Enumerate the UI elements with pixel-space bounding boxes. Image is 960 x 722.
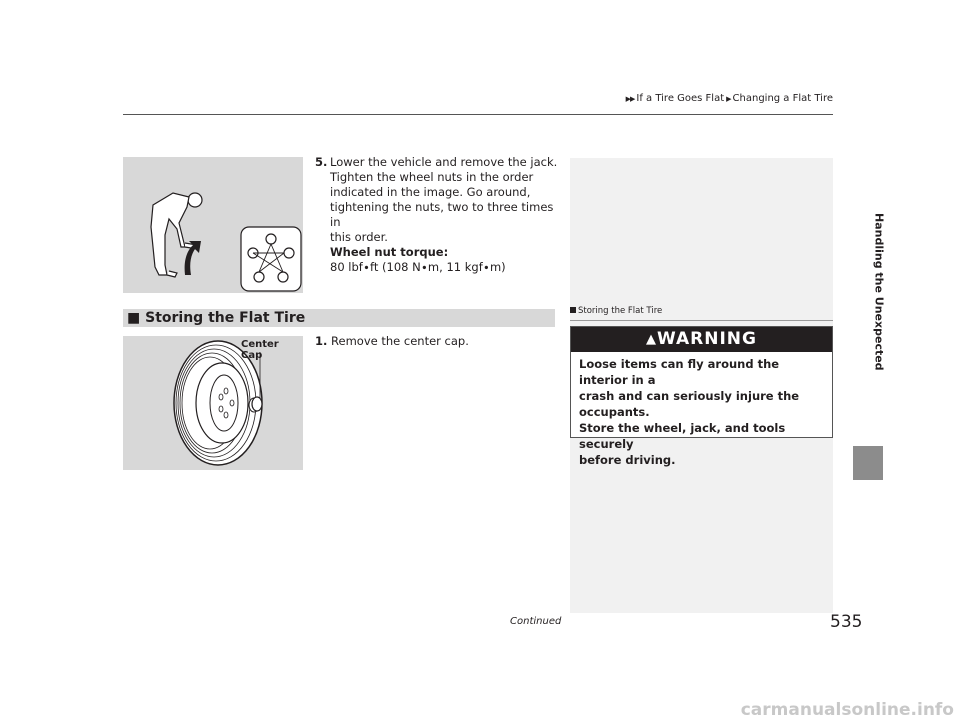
sidebar-heading-text: Storing the Flat Tire <box>578 306 663 316</box>
warning-header <box>571 327 832 352</box>
sidebar-heading <box>570 306 662 316</box>
continued-label: Continued <box>510 616 562 627</box>
step-1 <box>315 334 565 349</box>
torque-value: 80 lbf∙ft (108 N∙m, 11 kgf∙m) <box>330 260 506 274</box>
side-tab-label: Handling the Unexpected <box>872 213 886 371</box>
warning-title: WARNING <box>657 329 757 349</box>
page-number: 535 <box>830 612 863 632</box>
watermark-bar <box>0 698 960 722</box>
warning-text <box>579 356 826 468</box>
step-number: 5. <box>315 155 328 169</box>
step-5 <box>315 155 565 275</box>
figure-lower-vehicle <box>123 157 303 293</box>
figure-center-cap <box>123 336 303 470</box>
step-text: Remove the center cap. <box>331 334 469 348</box>
step-text-line: tightening the nuts, two to three times in <box>330 200 554 229</box>
warning-line: Store the wheel, jack, and tools securely <box>579 421 786 451</box>
section-title: Storing the Flat Tire <box>145 310 306 326</box>
watermark-text: carmanualsonline.info <box>740 700 954 720</box>
step-text-line: Tighten the wheel nuts in the order <box>330 170 534 184</box>
side-tab <box>837 112 887 472</box>
step-text-line: indicated in the image. Go around, <box>330 185 531 199</box>
note-square-icon <box>570 307 576 313</box>
warning-line: occupants. <box>579 405 650 419</box>
chapter-marker <box>853 446 883 480</box>
breadcrumb-part1[interactable]: If a Tire Goes Flat <box>636 93 725 104</box>
breadcrumb-arrow-icon: ▶ <box>726 95 731 103</box>
warning-line: crash and can seriously injure the <box>579 389 800 403</box>
sidebar-heading-rule <box>570 320 833 321</box>
callout-label: Center Cap <box>241 339 279 361</box>
breadcrumb <box>0 93 833 104</box>
step-number: 1. <box>315 334 328 348</box>
section-square-icon: ■ <box>127 310 141 326</box>
step-text-line: Lower the vehicle and remove the jack. <box>330 155 558 169</box>
section-heading <box>123 309 555 327</box>
warning-line: before driving. <box>579 453 676 467</box>
warning-box <box>570 326 833 467</box>
person-tightening-nuts-illustration <box>123 157 303 293</box>
warning-line: Loose items can fly around the interior in a <box>579 357 780 387</box>
header-rule <box>123 114 833 115</box>
step-text-line: this order. <box>330 230 388 244</box>
breadcrumb-arrow-icon: ▶▶ <box>625 95 635 103</box>
breadcrumb-part2[interactable]: Changing a Flat Tire <box>732 93 833 104</box>
torque-label: Wheel nut torque: <box>330 245 449 259</box>
warning-triangle-icon: ▲ <box>646 332 658 347</box>
